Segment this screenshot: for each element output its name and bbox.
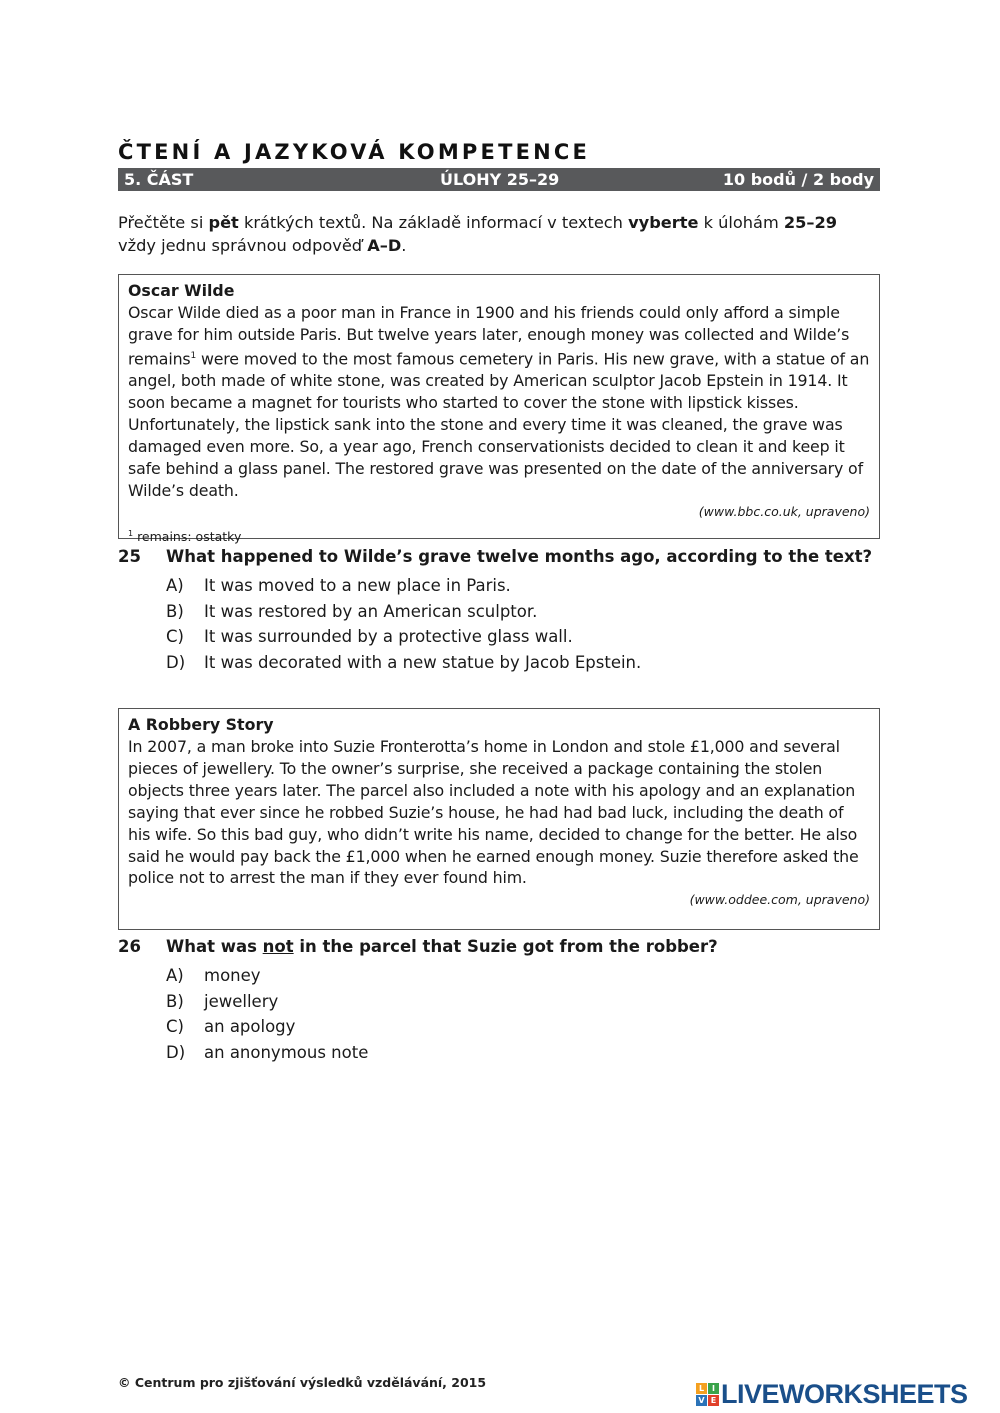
- logo-mark-cell: V: [696, 1395, 707, 1406]
- option-letter: D): [166, 1042, 186, 1062]
- instr-bold: A–D: [367, 236, 402, 255]
- footnote-ref: 1: [190, 350, 197, 361]
- question-text-part: in the parcel that Suzie got from the robber?: [293, 937, 718, 956]
- page-heading: ČTENÍ A JAZYKOVÁ KOMPETENCE: [118, 140, 591, 164]
- text-title: A Robbery Story: [128, 715, 274, 734]
- section-tasks: ÚLOHY 25–29: [440, 170, 560, 189]
- logo-text: LIVEWORKSHEETS: [721, 1378, 968, 1409]
- option-letter: A): [166, 966, 184, 985]
- instr-text: vždy jednu správnou odpověď: [118, 236, 368, 255]
- text-body-part: were moved to the most famous cemetery in Paris. His new grave, with a statue of an angel, both made of white stone, was created by American sculptor Jacob Epstein in 1914. It soon became a magnet for tourists who started to cover the stone with lipstick kisses. Unfortunately, the lipstick sank into the stone and every time it was cleaned, the grave was damaged even more. So, a year ago, French conservationists decided to clean it and keep it safe behind a glass panel. The restored grave was presented on the date of the anniversary of Wilde’s death.: [128, 349, 870, 500]
- text-source: (www.bbc.co.uk, upraveno): [698, 504, 870, 520]
- instr-text: k úlohám: [698, 213, 784, 232]
- option-letter: D): [166, 652, 186, 672]
- option-text: jewellery: [204, 991, 279, 1011]
- section-points: 10 bodů / 2 body: [722, 170, 874, 189]
- question-number: 25: [118, 547, 141, 566]
- option-letter: B): [166, 991, 184, 1011]
- option-text: It was restored by an American sculptor.: [204, 601, 538, 621]
- text-body-part: Oscar Wilde died as a poor man in France in 1900 and his friends could only afford a simple grave for him outside Paris. But twelve years later, enough money was collected and Wilde’s remains: [128, 303, 850, 369]
- text-box-oscar-wilde: [118, 274, 880, 545]
- option-letter: A): [166, 576, 184, 595]
- question-text: [166, 936, 718, 958]
- question-number: 26: [118, 937, 141, 956]
- section-part: 5. ČÁST: [124, 170, 194, 189]
- question-text-part: What was: [166, 937, 263, 956]
- text-body: [128, 302, 870, 501]
- option-text: money: [204, 966, 261, 985]
- text-box-robbery-story: [118, 708, 880, 930]
- footnote: [128, 525, 870, 546]
- text-title: Oscar Wilde: [128, 281, 235, 300]
- liveworksheets-logo[interactable]: [696, 1377, 968, 1411]
- footnote-number: 1: [128, 529, 134, 539]
- instr-text: Přečtěte si: [118, 213, 209, 232]
- option-text: an apology: [204, 1017, 296, 1036]
- footnote-text: remains: ostatky: [133, 529, 242, 545]
- text-body: In 2007, a man broke into Suzie Fronterotta’s home in London and stole £1,000 and several pieces of jewellery. To the owner’s surprise, she received a package containing the stolen objects three years later. The parcel also included a note with his apology and an explanation saying that ever since he robbed Suzie’s house, he had had bad luck, including the death of his wife. So this bad guy, who didn’t write his name, decided to change for the better. He also said he would pay back the £1,000 when he earned enough money. Suzie therefore asked the police not to arrest the man if they ever found him.: [128, 737, 859, 888]
- instr-bold: vyberte: [628, 213, 699, 232]
- instr-bold: pět: [208, 213, 239, 232]
- logo-mark-cell: L: [696, 1383, 707, 1394]
- option-text: It was surrounded by a protective glass wall.: [204, 627, 573, 646]
- logo-mark-cell: I: [708, 1383, 719, 1394]
- footer-copyright: © Centrum pro zjišťování výsledků vzdělávání, 2015: [118, 1375, 487, 1390]
- option-text: It was decorated with a new statue by Jacob Epstein.: [204, 652, 642, 672]
- question-emphasis: not: [262, 937, 294, 956]
- option-letter: B): [166, 601, 184, 621]
- instr-text: .: [401, 236, 407, 255]
- option-letter: C): [166, 1017, 184, 1036]
- question-text: What happened to Wilde’s grave twelve months ago, according to the text?: [166, 547, 873, 566]
- instructions: [118, 211, 880, 257]
- option-text: It was moved to a new place in Paris.: [204, 576, 511, 595]
- logo-mark-icon: [696, 1383, 719, 1406]
- logo-mark-cell: E: [708, 1395, 719, 1406]
- instr-text: krátkých textů. Na základě informací v textech: [238, 213, 629, 232]
- option-text: an anonymous note: [204, 1042, 369, 1062]
- section-bar: [118, 168, 880, 191]
- instr-bold: 25–29: [783, 213, 838, 232]
- text-source: (www.oddee.com, upraveno): [689, 892, 870, 908]
- option-letter: C): [166, 627, 184, 646]
